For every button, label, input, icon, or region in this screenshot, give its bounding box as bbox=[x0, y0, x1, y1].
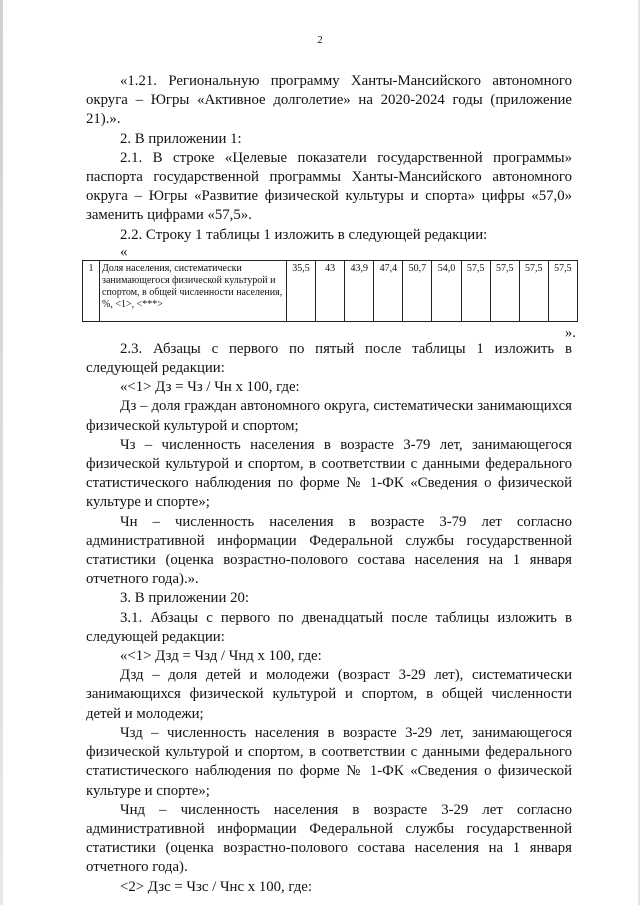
row-number-cell: 1 bbox=[83, 260, 100, 321]
paragraph-1-21: «1.21. Региональную программу Ханты-Мансийского автономного округа – Югры «Активное долголетие» на 2020-2024 годы (приложение 21).». bbox=[86, 73, 572, 128]
closing-quote-mark: ». bbox=[564, 324, 576, 341]
value-cell: 35,5 bbox=[287, 260, 316, 321]
paragraph-2-3: 2.3. Абзацы с первого по пятый после таблицы 1 изложить в следующей редакции: bbox=[86, 340, 572, 377]
formula-dz: «<1> Дз = Чз / Чн х 100, где: bbox=[120, 379, 300, 396]
value-cell: 43 bbox=[316, 260, 345, 321]
value-cell: 50,7 bbox=[403, 260, 432, 321]
value-cell: 43,9 bbox=[345, 260, 374, 321]
formula-dzd: «<1> Дзд = Чзд / Чнд х 100, где: bbox=[120, 648, 322, 665]
page-number: 2 bbox=[317, 34, 323, 46]
value-cell: 57,5 bbox=[548, 260, 577, 321]
definition-dz: Дз – доля граждан автономного округа, систематически занимающихся физической культурой и спортом; bbox=[86, 398, 572, 434]
paragraph-3-1: 3.1. Абзацы с первого по двенадцатый после таблицы изложить в следующей редакции: bbox=[86, 609, 572, 645]
definition-dzd: Дзд – доля детей и молодежи (возраст 3-29 лет), систематически занимающихся физической культурой и спортом, в общей численности детей и молодежи; bbox=[86, 667, 572, 722]
definition-chnd: Чнд – численность населения в возрасте 3-29 лет согласно административной информации Федеральной службы государственной статистики (оценка возрастно-полового состава населения на 1 января отчетного года). bbox=[86, 801, 572, 876]
value-cell: 54,0 bbox=[432, 260, 461, 321]
definition-chz: Чз – численность населения в возрасте 3-79 лет, занимающегося физической культурой и спортом, в соответствии с данными федерального статистического наблюдения по форме № 1-ФК «Сведения о физической культуре и спорте»; bbox=[86, 436, 572, 511]
scan-edge-left bbox=[0, 0, 3, 905]
definition-chzd: Чзд – численность населения в возрасте 3-29 лет, занимающегося физической культурой и спортом, в соответствии с данными федерального статистического наблюдения по форме № 1-ФК «Сведения о физической культуре и спорте»; bbox=[86, 724, 572, 799]
definition-chn: Чн – численность населения в возрасте 3-79 лет согласно административной информации Федеральной службы государственной статистики (оценка возрастно-полового состава населения на 1 января отчетного года).». bbox=[86, 513, 572, 588]
opening-quote-mark: « bbox=[120, 243, 128, 260]
value-cell: 47,4 bbox=[374, 260, 403, 321]
formula-dzs: <2> Дзс = Чзс / Чнс х 100, где: bbox=[120, 878, 312, 895]
paragraph-2-2: 2.2. Строку 1 таблицы 1 изложить в следующей редакции: bbox=[120, 226, 488, 243]
table-row bbox=[83, 260, 578, 321]
paragraph-item-3: 3. В приложении 20: bbox=[120, 590, 249, 607]
paragraph-item-2: 2. В приложении 1: bbox=[120, 130, 242, 147]
indicator-table bbox=[82, 260, 578, 322]
value-cell: 57,5 bbox=[519, 260, 548, 321]
value-cell: 57,5 bbox=[461, 260, 490, 321]
indicator-name-cell: Доля населения, систематически занимающегося физической культурой и спортом, в общей численности населения, %, <1>, <***> bbox=[100, 260, 287, 321]
paragraph-2-1: 2.1. В строке «Целевые показатели государственной программы» паспорта государственной программы Ханты-Мансийского автономного округа – Югры «Развитие физической культуры и спорта» цифры «57,0» заменить цифрами «57,5». bbox=[86, 149, 572, 224]
document-body bbox=[86, 72, 576, 897]
value-cell: 57,5 bbox=[490, 260, 519, 321]
